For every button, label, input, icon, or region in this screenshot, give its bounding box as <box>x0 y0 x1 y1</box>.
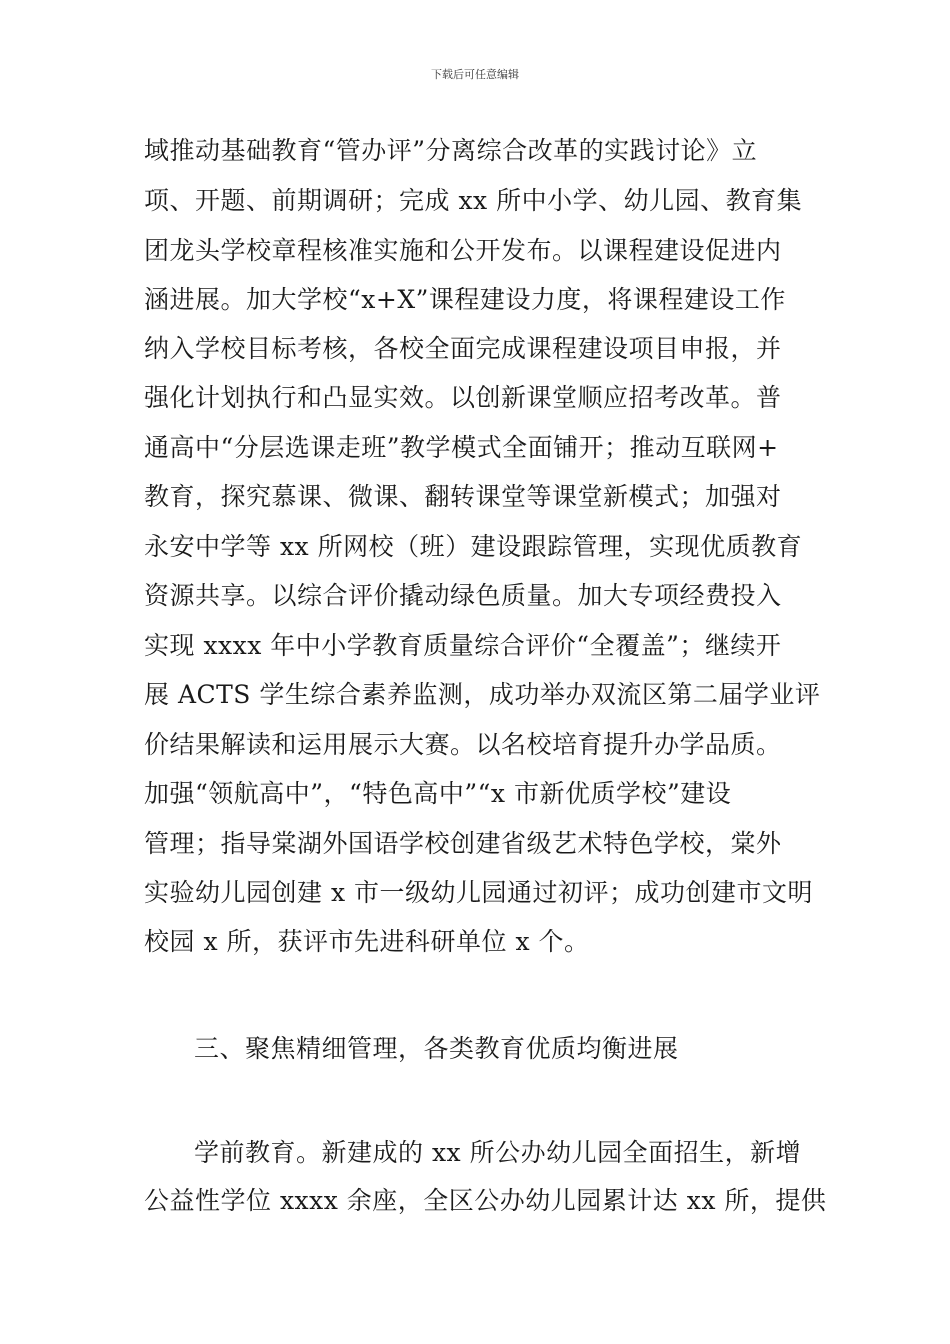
body-line: 学前教育。新建成的 xx 所公办幼儿园全面招生，新增 <box>194 1138 802 1167</box>
body-line: 资源共享。以综合评价撬动绿色质量。加大专项经费投入 <box>144 581 782 610</box>
body-line: 加强“领航高中”，“特色高中”“x 市新优质学校”建设 <box>144 779 732 808</box>
body-line: 纳入学校目标考核，各校全面完成课程建设项目申报，并 <box>144 334 782 363</box>
body-line: 价结果解读和运用展示大赛。以名校培育提升办学品质。 <box>144 730 782 759</box>
page-header: 下载后可任意编辑 <box>431 68 519 81</box>
body-line: 展 ACTS 学生综合素养监测，成功举办双流区第二届学业评 <box>144 680 821 709</box>
body-line: 实现 xxxx 年中小学教育质量综合评价“全覆盖”；继续开 <box>144 631 782 660</box>
body-line: 强化计划执行和凸显实效。以创新课堂顺应招考改革。普 <box>144 383 782 412</box>
body-line: 公益性学位 xxxx 余座，全区公办幼儿园累计达 xx 所，提供 <box>144 1186 827 1215</box>
body-line: 域推动基础教育“管办评”分离综合改革的实践讨论》立 <box>144 136 758 165</box>
body-line: 实验幼儿园创建 x 市一级幼儿园通过初评；成功创建市文明 <box>144 878 813 907</box>
body-line: 通高中“分层选课走班”教学模式全面铺开；推动互联网+ <box>144 433 779 462</box>
body-line: 涵进展。加大学校“x+X”课程建设力度，将课程建设工作 <box>144 285 786 314</box>
section-heading: 三、聚焦精细管理，各类教育优质均衡进展 <box>194 1034 679 1063</box>
body-line: 教育，探究慕课、微课、翻转课堂等课堂新模式；加强对 <box>144 482 782 511</box>
body-line: 项、开题、前期调研；完成 xx 所中小学、幼儿园、教育集 <box>144 186 803 215</box>
body-line: 团龙头学校章程核准实施和公开发布。以课程建设促进内 <box>144 236 782 265</box>
body-line: 校园 x 所，获评市先进科研单位 x 个。 <box>144 927 590 956</box>
body-line: 管理；指导棠湖外国语学校创建省级艺术特色学校，棠外 <box>144 829 782 858</box>
body-line: 永安中学等 xx 所网校（班）建设跟踪管理，实现优质教育 <box>144 532 803 561</box>
